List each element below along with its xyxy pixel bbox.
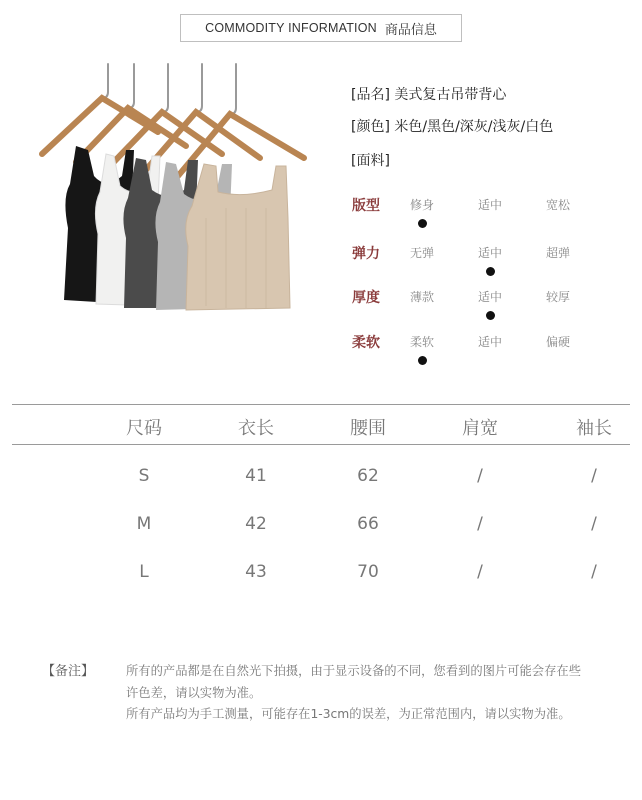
- product-name: [品名] 美式复古吊带背心: [351, 87, 507, 103]
- table-cell: 62: [357, 466, 379, 486]
- attribute-label: 厚度: [352, 290, 380, 306]
- header-title-en: COMMODITY INFORMATION: [205, 21, 377, 35]
- table-top-rule: [12, 404, 630, 405]
- selected-marker: [486, 267, 495, 276]
- table-cell: 43: [245, 562, 267, 582]
- selected-marker: [418, 356, 427, 365]
- attribute-option: 宽松: [545, 198, 570, 212]
- table-header-cell: 肩宽: [462, 418, 498, 439]
- table-cell: /: [591, 466, 597, 486]
- attribute-label: 版型: [352, 198, 380, 214]
- table-cell: /: [477, 466, 483, 486]
- attribute-option: 超弹: [545, 246, 570, 260]
- table-cell: 41: [245, 466, 267, 486]
- table-header-cell: 尺码: [126, 418, 162, 439]
- selected-marker: [486, 311, 495, 320]
- table-cell: 42: [245, 514, 267, 534]
- table-cell: /: [477, 562, 483, 582]
- attribute-option: 柔软: [409, 335, 434, 349]
- table-cell: 70: [357, 562, 379, 582]
- product-fabric: [面料]: [351, 153, 390, 169]
- attribute-option: 修身: [409, 198, 434, 212]
- table-cell: 66: [357, 514, 379, 534]
- attribute-option: 适中: [477, 246, 502, 260]
- table-header-rule: [12, 444, 630, 445]
- notes-line-2: 所有产品均为手工测量，可能存在1-3cm的误差，为正常范围内，请以实物为准。: [126, 707, 571, 721]
- table-header-cell: 衣长: [238, 418, 274, 439]
- beige-camisole: [186, 164, 290, 310]
- product-colors: [颜色] 米色/黑色/深灰/浅灰/白色: [351, 119, 554, 135]
- attribute-option: 薄款: [409, 290, 434, 304]
- table-cell: /: [591, 562, 597, 582]
- table-header-cell: 腰围: [350, 418, 386, 439]
- table-cell: /: [591, 514, 597, 534]
- attribute-label: 柔软: [352, 335, 380, 351]
- notes-label: 【备注】: [42, 664, 95, 679]
- notes-line-1: 所有的产品都是在自然光下拍摄，由于显示设备的不同，您看到的图片可能会存在些许色差，请以实物为准。: [126, 664, 581, 700]
- selected-marker: [418, 219, 427, 228]
- table-cell: L: [139, 562, 149, 582]
- commodity-info-header: [180, 14, 462, 42]
- header-title-zh: 商品信息: [384, 22, 437, 38]
- table-cell: /: [477, 514, 483, 534]
- attribute-option: 适中: [477, 335, 502, 349]
- attribute-label: 弹力: [352, 246, 380, 262]
- attribute-option: 较厚: [545, 290, 570, 304]
- attribute-option: 适中: [477, 290, 502, 304]
- table-cell: M: [136, 514, 152, 534]
- product-image: [36, 58, 318, 320]
- table-header-cell: 袖长: [576, 418, 612, 439]
- table-cell: S: [138, 466, 150, 486]
- attribute-option: 偏硬: [545, 335, 570, 349]
- attribute-option: 适中: [477, 198, 502, 212]
- attribute-option: 无弹: [409, 246, 434, 260]
